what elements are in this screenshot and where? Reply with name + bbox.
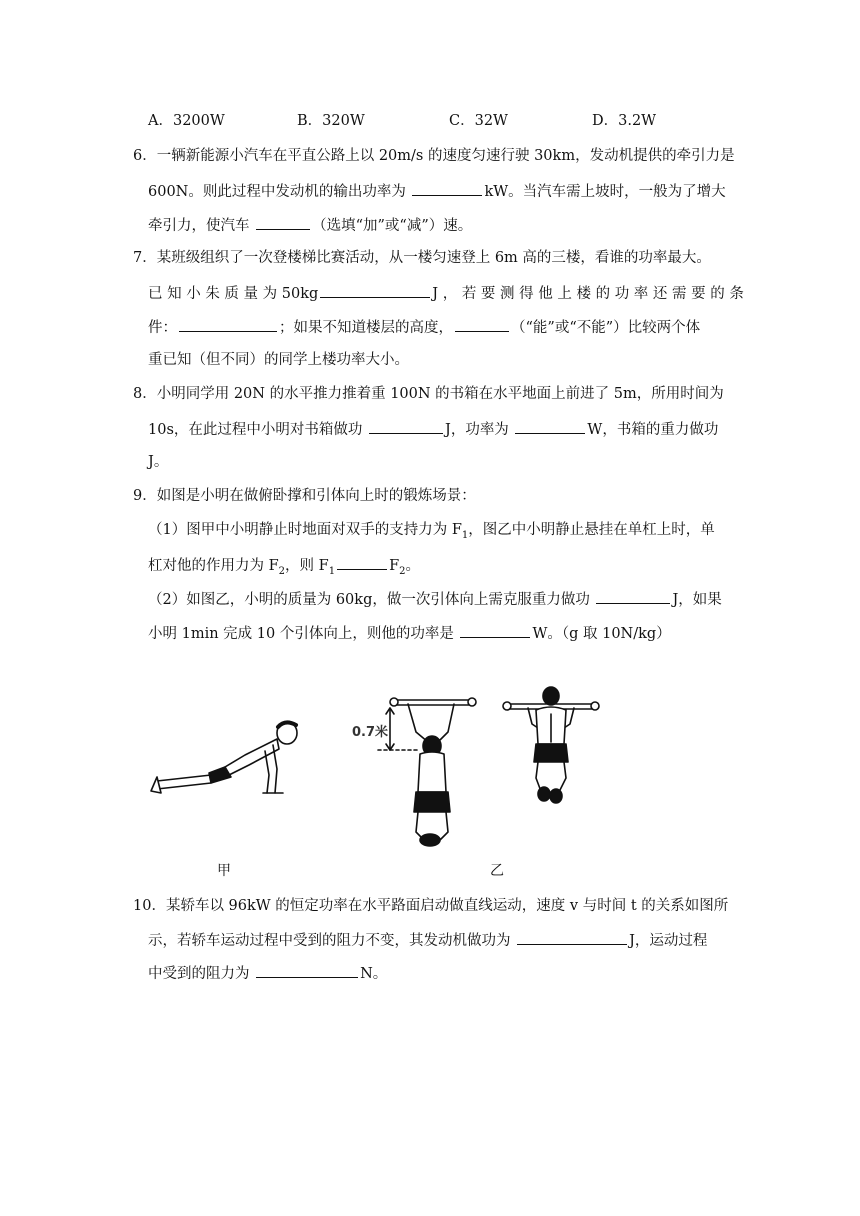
q9-part2-line2 xyxy=(148,622,671,644)
q9-text: F xyxy=(389,558,400,574)
subscript: 2 xyxy=(399,565,406,577)
q7-line3 xyxy=(148,316,700,338)
q8-text: J，功率为 xyxy=(445,422,514,438)
q10-text: 中受到的阻力为 xyxy=(148,966,255,982)
q9-text: 。 xyxy=(405,558,421,574)
q9-line1: 9．如图是小明在做俯卧撑和引体向上时的锻炼场景： xyxy=(133,488,476,504)
q9-text: ，则 F xyxy=(285,558,329,574)
q9-part2-line1 xyxy=(148,588,722,610)
q7-text: 件： xyxy=(148,320,177,336)
q7-text: ；如果不知道楼层的高度， xyxy=(279,320,453,336)
q9-part1-line2 xyxy=(148,554,420,582)
caption-yi: 乙 xyxy=(490,863,504,879)
subscript: 2 xyxy=(278,565,286,577)
q7-line2 xyxy=(148,282,744,304)
answer-blank xyxy=(369,418,443,434)
q7-line1: 7．某班级组织了一次登楼梯比赛活动，从一楼匀速登上 6m 高的三楼，看谁的功率最大。 xyxy=(133,250,711,266)
option-c: C．32W xyxy=(449,113,508,129)
q6-text: 600N。则此过程中发动机的输出功率为 xyxy=(148,184,411,200)
height-label: 0.7米 xyxy=(352,725,389,740)
q10-text: J，运动过程 xyxy=(629,933,708,949)
q10-line2 xyxy=(148,929,707,951)
q9-text: （2）如图乙，小明的质量为 60kg，做一次引体向上需克服重力做功 xyxy=(148,592,595,608)
q10-line3 xyxy=(148,962,387,984)
option-b: B．320W xyxy=(297,113,365,129)
q8-text: W，书箱的重力做功 xyxy=(587,422,719,438)
q7-line4: 重已知（但不同）的同学上楼功率大小。 xyxy=(148,352,409,368)
q6-text: 牵引力，使汽车 xyxy=(148,218,255,234)
q8-line2 xyxy=(148,418,718,440)
pushup-figure xyxy=(145,705,310,805)
q9-text: （1）图甲中小明静止时地面对双手的支持力为 F xyxy=(148,522,462,538)
option-d: D．3.2W xyxy=(592,113,657,129)
q9-part1-line1 xyxy=(148,520,715,546)
q6-line1: 6．一辆新能源小汽车在平直公路上以 20m/s 的速度匀速行驶 30km，发动机提供的牵引力是 xyxy=(133,148,735,164)
q10-line1: 10．某轿车以 96kW 的恒定功率在水平路面启动做直线运动，速度 v 与时间 t 的关系如图所 xyxy=(133,898,729,914)
q9-text: 杠对他的作用力为 F xyxy=(148,558,279,574)
pullup-figure xyxy=(350,684,615,849)
q7-text: J ， 若 要 测 得 他 上 楼 的 功 率 还 需 要 的 条 xyxy=(432,286,744,302)
answer-blank xyxy=(256,214,310,230)
answer-blank xyxy=(412,180,482,196)
q9-text: W。（g 取 10N/kg） xyxy=(532,626,671,642)
q9-text: 小明 1min 完成 10 个引体向上，则他的功率是 xyxy=(148,626,459,642)
q9-text: J，如果 xyxy=(672,592,722,608)
q8-line3: J。 xyxy=(148,454,169,470)
answer-blank xyxy=(256,962,358,978)
q6-line2 xyxy=(148,180,726,202)
q6-text: kW。当汽车需上坡时，一般为了增大 xyxy=(484,184,726,200)
q9-text: ，图乙中小明静止悬挂在单杠上时，单 xyxy=(468,522,715,538)
q8-text: 10s，在此过程中小明对书箱做功 xyxy=(148,422,367,438)
q6-line3 xyxy=(148,214,472,236)
q6-text: （选填“加”或“减”）速。 xyxy=(312,218,473,234)
caption-jia: 甲 xyxy=(217,863,231,879)
answer-blank xyxy=(460,622,530,638)
answer-blank xyxy=(596,588,670,604)
subscript: 1 xyxy=(461,529,469,541)
q10-text: N。 xyxy=(360,966,388,982)
subscript: 1 xyxy=(328,565,336,577)
answer-blank xyxy=(337,554,387,570)
option-a: A．3200W xyxy=(148,113,225,129)
answer-blank xyxy=(515,418,585,434)
answer-blank xyxy=(179,316,277,332)
q8-line1: 8．小明同学用 20N 的水平推力推着重 100N 的书箱在水平地面上前进了 5m，所用时间为 xyxy=(133,386,724,402)
q7-text: 已 知 小 朱 质 量 为 50kg xyxy=(148,286,319,302)
answer-blank xyxy=(517,929,627,945)
q7-text: （“能”或“不能”）比较两个体 xyxy=(511,320,701,336)
q10-text: 示，若轿车运动过程中受到的阻力不变，其发动机做功为 xyxy=(148,933,516,949)
answer-blank xyxy=(320,282,430,298)
answer-blank xyxy=(455,316,509,332)
